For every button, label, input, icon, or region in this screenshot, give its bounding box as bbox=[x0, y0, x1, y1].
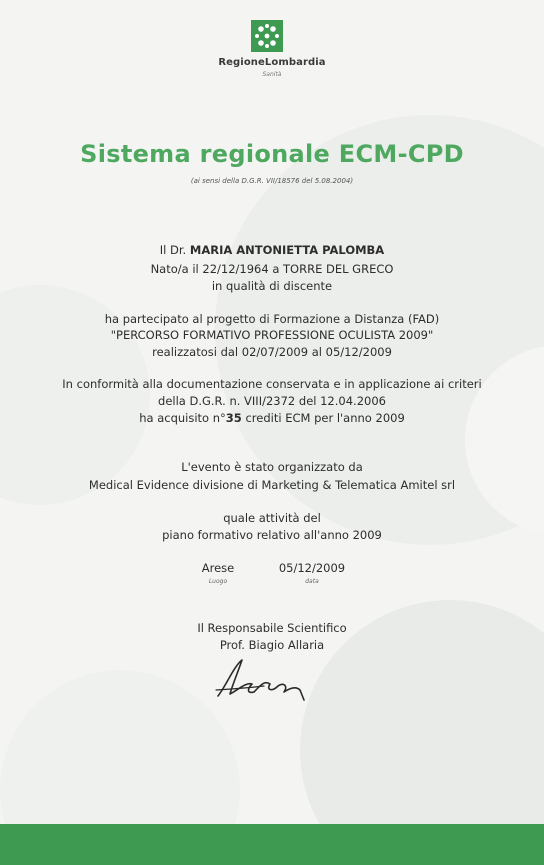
region-name: RegioneLombardia bbox=[218, 57, 326, 68]
organizer-line-1: L'evento è stato organizzato da bbox=[181, 460, 363, 474]
organizer-name: Medical Evidence divisione di Marketing & Telematica Amitel srl bbox=[88, 478, 456, 492]
region-department: Sanità bbox=[262, 71, 282, 78]
plan-line-2: piano formativo relativo all'anno 2009 bbox=[162, 528, 382, 542]
credits-line-2: della D.G.R. n. VIII/2372 del 12.04.2006 bbox=[158, 394, 386, 408]
place-caption: Luogo bbox=[208, 578, 228, 585]
date-caption: data bbox=[305, 578, 319, 585]
credits-prefix: ha acquisito n° bbox=[139, 411, 226, 425]
plan-line-1: quale attività del bbox=[223, 511, 321, 525]
place-value: Arese bbox=[201, 561, 235, 575]
recipient-line bbox=[0, 243, 544, 257]
handwritten-signature bbox=[212, 656, 312, 706]
rosa-camuna-icon bbox=[251, 20, 283, 52]
birth-line: Nato/a il 22/12/1964 a TORRE DEL GRECO bbox=[150, 262, 394, 276]
page-title: Sistema regionale ECM-CPD bbox=[80, 140, 464, 168]
course-dates: realizzatosi dal 02/07/2009 al 05/12/2009 bbox=[152, 345, 392, 359]
signatory-name: Prof. Biagio Allaria bbox=[219, 638, 325, 652]
recipient-name: MARIA ANTONIETTA PALOMBA bbox=[189, 243, 385, 257]
footer-bar bbox=[0, 824, 544, 865]
credits-number: 35 bbox=[225, 411, 242, 425]
course-line-1: ha partecipato al progetto di Formazione a Distanza (FAD) bbox=[104, 312, 440, 326]
date-value: 05/12/2009 bbox=[278, 561, 346, 575]
credits-line-1: In conformità alla documentazione conservata e in applicazione ai criteri bbox=[62, 377, 482, 391]
credits-suffix: crediti ECM per l'anno 2009 bbox=[241, 411, 405, 425]
recipient-prefix: Il Dr. bbox=[159, 243, 187, 257]
role-line: in qualità di discente bbox=[211, 279, 333, 293]
region-logo bbox=[251, 20, 283, 52]
signatory-role: Il Responsabile Scientifico bbox=[197, 621, 347, 635]
course-title: "PERCORSO FORMATIVO PROFESSIONE OCULISTA 2009" bbox=[110, 328, 434, 342]
legal-reference: (ai sensi della D.G.R. VII/18576 del 5.08.2004) bbox=[190, 177, 354, 185]
credits-line-3 bbox=[0, 411, 544, 425]
